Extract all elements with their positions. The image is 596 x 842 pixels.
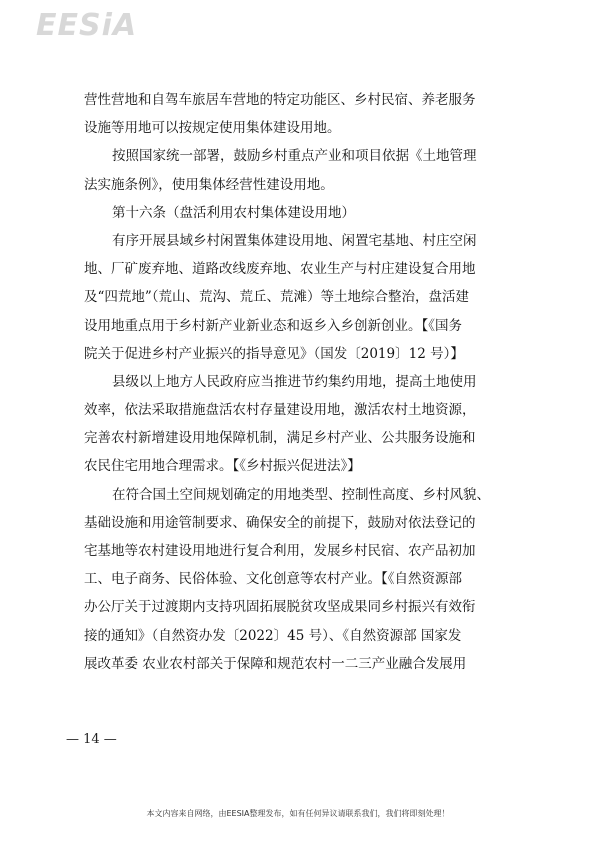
paragraph-line: 办公厅关于过渡期内支持巩固拓展脱贫攻坚成果同乡村振兴有效衔 [84,599,476,616]
paragraph-line: 在符合国土空间规划确定的用地类型、控制性高度、乡村风貌、 [112,486,490,503]
paragraph-line: 农民住宅用地合理需求。【《乡村振兴促进法》】 [84,458,361,475]
article-heading: 第十六条（盘活利用农村集体建设用地） [112,204,355,221]
paragraph-line: 营性营地和自驾车旅居车营地的特定功能区、乡村民宿、养老服务 [84,92,476,108]
paragraph-line: 有序开展县域乡村闲置集体建设用地、闲置宅基地、村庄空闲 [112,232,477,249]
paragraph-line: 设用地重点用于乡村新产业新业态和返乡入乡创新创业。【《国务 [84,317,462,334]
paragraph-line: 展改革委 农业农村部关于保障和规范农村一二三产业融合发展用 [84,655,467,672]
eesia-logo: EESiA [36,8,138,43]
paragraph-line: 及“四荒地”（荒山、荒沟、荒丘、荒滩）等土地综合整治，盘活建 [84,289,470,306]
paragraph-line: 工、电子商务、民俗体验、文化创意等农村产业。【《自然资源部 [84,571,462,588]
paragraph-line: 地、厂矿废弃地、道路改线废弃地、农业生产与村庄建设复合用地 [84,261,476,278]
paragraph-line: 院关于促进乡村产业振兴的指导意见》（国发〔2019〕12 号）】 [84,345,464,362]
paragraph-line: 县级以上地方人民政府应当推进节约集约用地，提高土地使用 [112,373,477,390]
paragraph-line: 宅基地等农村建设用地进行复合利用，发展乡村民宿、农产品初加 [84,543,476,559]
paragraph-line: 设施等用地可以按规定使用集体建设用地。 [84,120,341,137]
footer-disclaimer: 本文内容来自网络，由EESIA整理发布，如有任何异议请联系我们，我们将即刻处理！ [146,809,450,818]
document-body [84,86,512,678]
paragraph-line: 按照国家统一部署，鼓励乡村重点产业和项目依据《土地管理 [112,148,477,165]
paragraph-line: 基础设施和用途管制要求、确保安全的前提下，鼓励对依法登记的 [84,514,476,531]
paragraph-line: 接的通知》（自然资办发〔2022〕45 号）、《自然资源部 国家发 [84,627,462,644]
page-number: — 14 — [66,732,117,747]
paragraph-line: 法实施条例》，使用集体经营性建设用地。 [84,176,334,193]
paragraph-line: 效率，依法采取措施盘活农村存量建设用地，激活农村土地资源， [84,402,476,419]
paragraph-line: 完善农村新增建设用地保障机制，满足乡村产业、公共服务设施和 [84,430,476,447]
